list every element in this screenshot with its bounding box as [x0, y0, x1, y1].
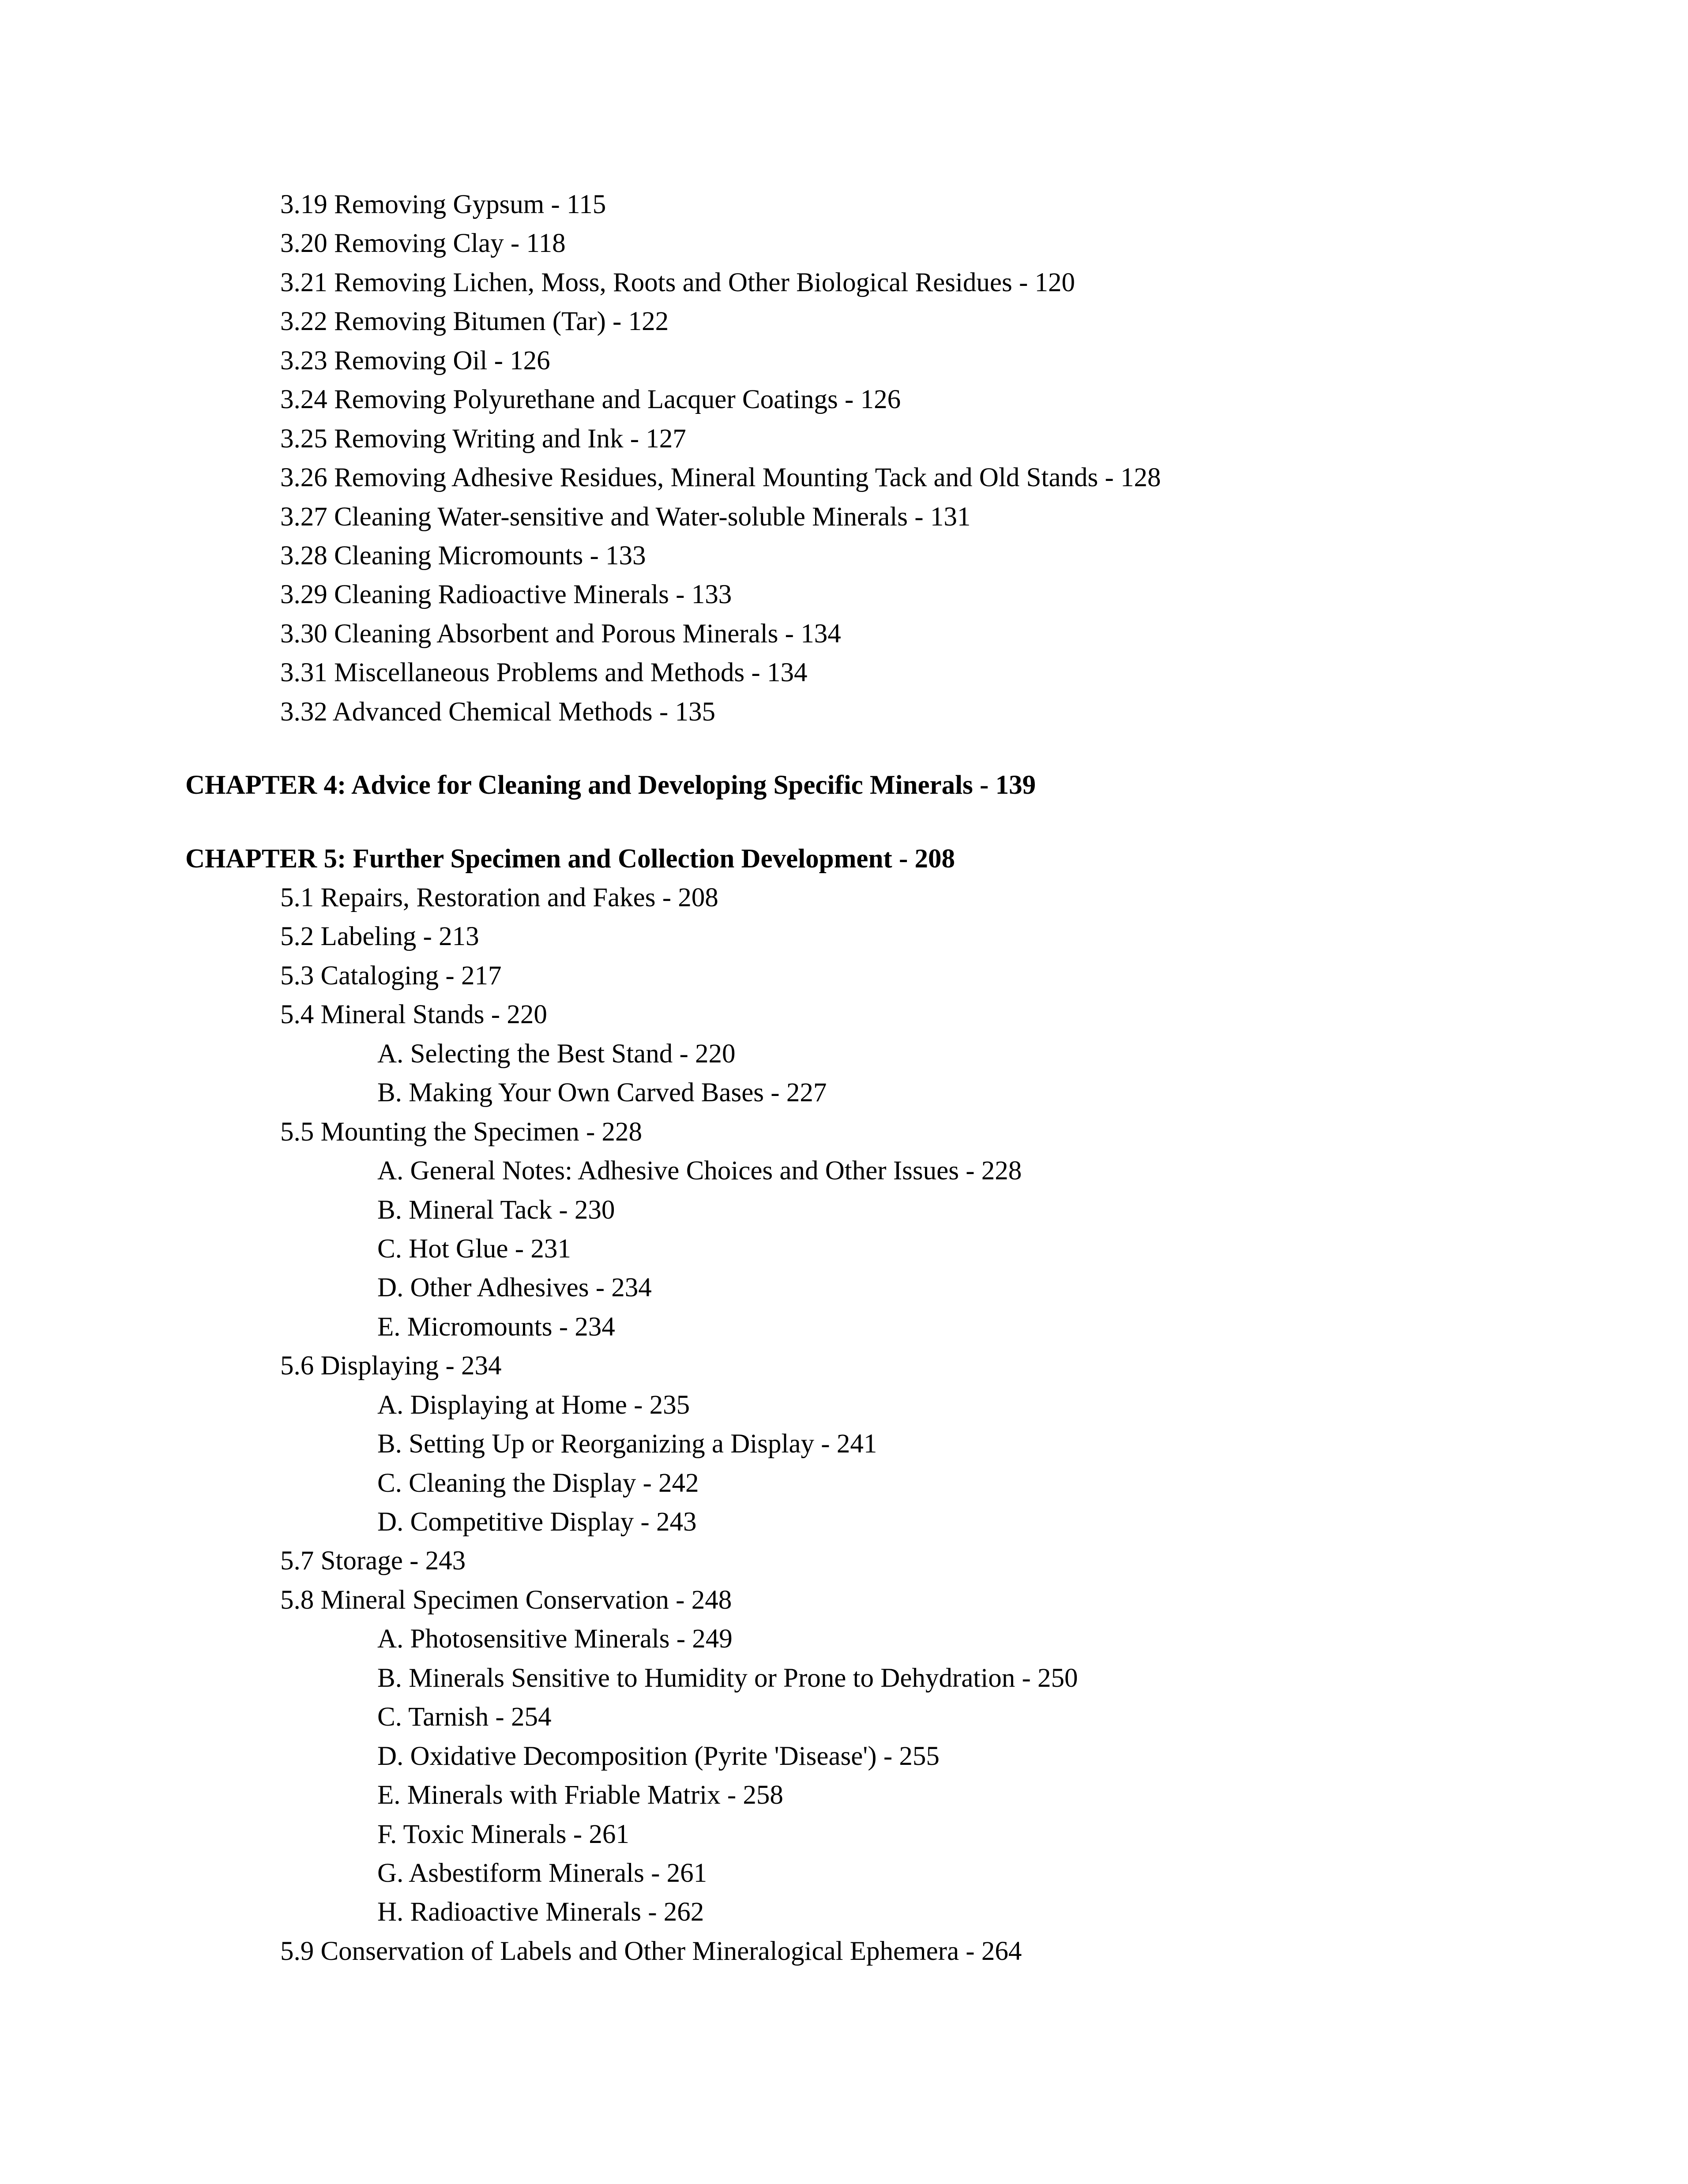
- toc-section-entry: 3.26 Removing Adhesive Residues, Mineral Mounting Tack and Old Stands - 128: [280, 463, 1161, 493]
- toc-subsection-entry: C. Cleaning the Display - 242: [377, 1468, 699, 1498]
- toc-subsection-entry: B. Making Your Own Carved Bases - 227: [377, 1078, 827, 1108]
- toc-subsection-entry: D. Competitive Display - 243: [377, 1507, 697, 1537]
- toc-section-entry: 3.27 Cleaning Water-sensitive and Water-soluble Minerals - 131: [280, 502, 971, 532]
- toc-section-entry: 3.19 Removing Gypsum - 115: [280, 190, 606, 219]
- toc-chapter-entry: CHAPTER 4: Advice for Cleaning and Developing Specific Minerals - 139: [185, 770, 1036, 800]
- toc-section-entry: 3.29 Cleaning Radioactive Minerals - 133: [280, 580, 732, 610]
- toc-section-entry: 5.9 Conservation of Labels and Other Mineralogical Ephemera - 264: [280, 1936, 1022, 1966]
- toc-subsection-entry: B. Minerals Sensitive to Humidity or Prone to Dehydration - 250: [377, 1663, 1078, 1693]
- toc-section-entry: 3.31 Miscellaneous Problems and Methods - 134: [280, 658, 808, 688]
- toc-section-entry: 3.32 Advanced Chemical Methods - 135: [280, 697, 715, 727]
- toc-subsection-entry: B. Setting Up or Reorganizing a Display - 241: [377, 1429, 877, 1459]
- table-of-contents: [185, 185, 1542, 1971]
- toc-section-entry: 5.4 Mineral Stands - 220: [280, 1000, 547, 1030]
- toc-section-entry: 3.30 Cleaning Absorbent and Porous Minerals - 134: [280, 619, 841, 649]
- toc-subsection-entry: C. Tarnish - 254: [377, 1702, 552, 1732]
- toc-subsection-entry: G. Asbestiform Minerals - 261: [377, 1858, 707, 1888]
- toc-subsection-entry: A. Displaying at Home - 235: [377, 1390, 690, 1420]
- toc-section-entry: 5.5 Mounting the Specimen - 228: [280, 1117, 643, 1147]
- toc-section-entry: 5.2 Labeling - 213: [280, 922, 479, 952]
- toc-subsection-entry: B. Mineral Tack - 230: [377, 1195, 615, 1225]
- toc-subsection-entry: A. Selecting the Best Stand - 220: [377, 1039, 736, 1069]
- toc-section-entry: 5.3 Cataloging - 217: [280, 961, 502, 991]
- toc-section-entry: 5.7 Storage - 243: [280, 1546, 466, 1576]
- toc-section-entry: 3.24 Removing Polyurethane and Lacquer Coatings - 126: [280, 385, 901, 415]
- toc-subsection-entry: D. Other Adhesives - 234: [377, 1273, 652, 1303]
- toc-subsection-entry: A. General Notes: Adhesive Choices and Other Issues - 228: [377, 1156, 1022, 1186]
- toc-subsection-entry: A. Photosensitive Minerals - 249: [377, 1624, 733, 1654]
- toc-subsection-entry: H. Radioactive Minerals - 262: [377, 1897, 704, 1927]
- toc-section-entry: 5.8 Mineral Specimen Conservation - 248: [280, 1585, 732, 1615]
- toc-section-entry: 3.23 Removing Oil - 126: [280, 345, 550, 375]
- toc-subsection-entry: E. Minerals with Friable Matrix - 258: [377, 1780, 783, 1810]
- toc-chapter-entry: CHAPTER 5: Further Specimen and Collection Development - 208: [185, 844, 955, 874]
- toc-subsection-entry: C. Hot Glue - 231: [377, 1234, 571, 1264]
- toc-section-entry: 5.6 Displaying - 234: [280, 1351, 502, 1381]
- toc-section-entry: 3.22 Removing Bitumen (Tar) - 122: [280, 307, 669, 337]
- toc-subsection-entry: F. Toxic Minerals - 261: [377, 1819, 629, 1849]
- toc-section-entry: 5.1 Repairs, Restoration and Fakes - 208: [280, 883, 718, 912]
- toc-subsection-entry: E. Micromounts - 234: [377, 1312, 615, 1342]
- toc-section-entry: 3.21 Removing Lichen, Moss, Roots and Other Biological Residues - 120: [280, 267, 1075, 297]
- toc-section-entry: 3.20 Removing Clay - 118: [280, 229, 566, 259]
- toc-section-entry: 3.25 Removing Writing and Ink - 127: [280, 424, 686, 454]
- toc-subsection-entry: D. Oxidative Decomposition (Pyrite 'Disease') - 255: [377, 1741, 940, 1771]
- toc-section-entry: 3.28 Cleaning Micromounts - 133: [280, 540, 646, 570]
